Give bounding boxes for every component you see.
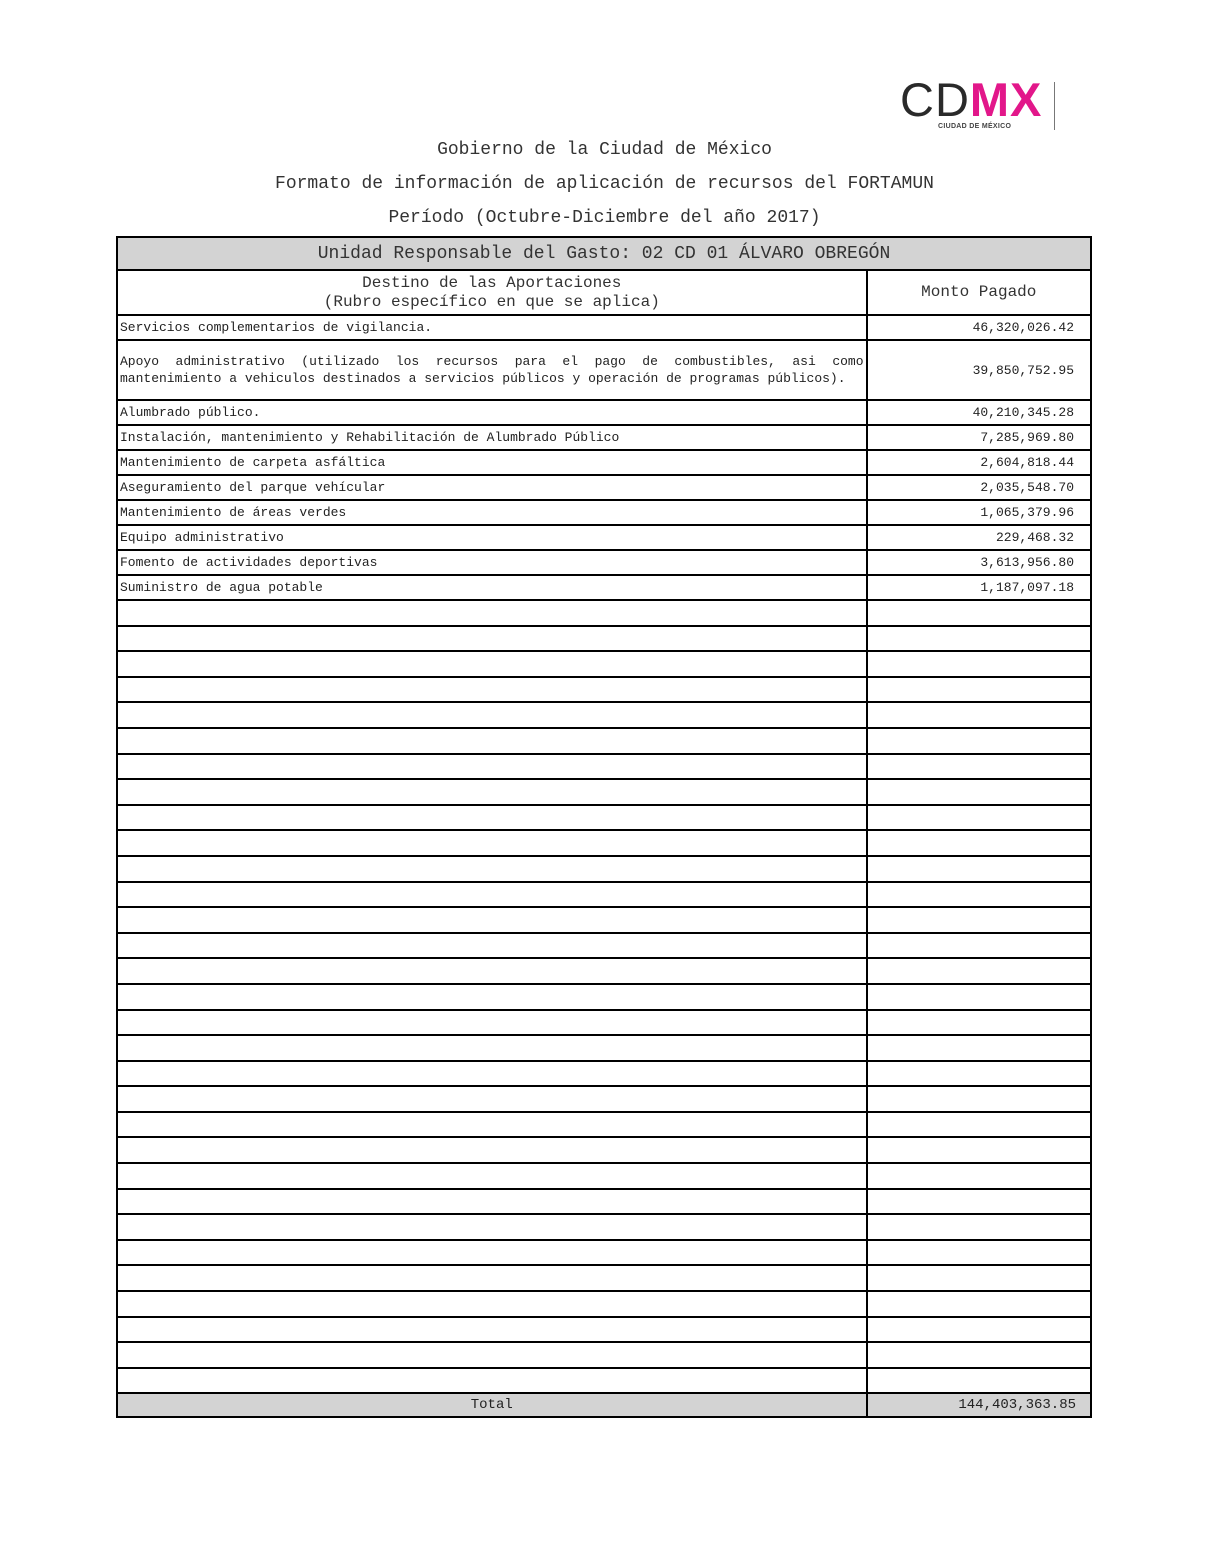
empty-row [117,728,1091,754]
row-amount: 46,320,026.42 [867,315,1091,340]
table-row [117,340,1091,400]
row-destination: Equipo administrativo [117,525,867,550]
row-amount: 3,613,956.80 [867,550,1091,575]
empty-row [117,626,1091,652]
empty-cell [117,1086,867,1112]
empty-cell [867,958,1091,984]
empty-row [117,779,1091,805]
logo-subtitle: CIUDAD DE MÉXICO [938,123,1012,130]
empty-row [117,651,1091,677]
empty-cell [117,626,867,652]
empty-row [117,856,1091,882]
empty-cell [117,1112,867,1138]
empty-cell [867,1061,1091,1087]
table-row [117,475,1091,500]
empty-row [117,702,1091,728]
empty-row [117,984,1091,1010]
empty-cell [117,702,867,728]
empty-cell [117,1061,867,1087]
table-row [117,400,1091,425]
row-destination: Fomento de actividades deportivas [117,550,867,575]
empty-cell [117,805,867,831]
empty-cell [117,882,867,908]
row-destination: Mantenimiento de áreas verdes [117,500,867,525]
row-amount: 2,035,548.70 [867,475,1091,500]
empty-row [117,754,1091,780]
empty-cell [867,1010,1091,1036]
empty-cell [867,1291,1091,1317]
row-amount: 1,065,379.96 [867,500,1091,525]
empty-cell [117,1265,867,1291]
empty-cell [867,984,1091,1010]
row-amount: 40,210,345.28 [867,400,1091,425]
destination-header [117,270,867,315]
empty-cell [867,1342,1091,1368]
empty-row [117,1035,1091,1061]
empty-cell [117,830,867,856]
empty-cell [867,805,1091,831]
empty-cell [867,1163,1091,1189]
cdmx-logo [900,73,1060,134]
row-amount: 2,604,818.44 [867,450,1091,475]
empty-cell [117,1240,867,1266]
table-row [117,315,1091,340]
empty-row [117,933,1091,959]
empty-cell [867,1137,1091,1163]
government-title: Gobierno de la Ciudad de México [437,140,772,160]
total-amount: 144,403,363.85 [867,1393,1091,1417]
empty-row [117,1163,1091,1189]
row-destination: Instalación, mantenimiento y Rehabilitación de Alumbrado Público [117,425,867,450]
empty-row [117,1317,1091,1343]
empty-cell [867,1317,1091,1343]
empty-cell [117,600,867,626]
empty-cell [117,754,867,780]
empty-row [117,830,1091,856]
table-row [117,450,1091,475]
empty-cell [117,984,867,1010]
empty-row [117,1368,1091,1394]
empty-cell [117,1342,867,1368]
empty-cell [867,830,1091,856]
unit-row [117,237,1091,270]
empty-cell [117,1189,867,1215]
row-destination: Apoyo administrativo (utilizado los recursos para el pago de combustibles, asi como mantenimiento a vehiculos destinados a servicios públicos y operación de programas públicos). [117,340,867,400]
empty-row [117,882,1091,908]
amount-header: Monto Pagado [867,270,1091,315]
empty-row [117,907,1091,933]
row-amount: 1,187,097.18 [867,575,1091,600]
empty-row [117,677,1091,703]
empty-cell [867,754,1091,780]
row-amount: 7,285,969.80 [867,425,1091,450]
empty-cell [867,1035,1091,1061]
destination-header-line1: Destino de las Aportaciones [362,273,622,292]
empty-row [117,1112,1091,1138]
empty-cell [867,1265,1091,1291]
empty-cell [117,677,867,703]
empty-cell [117,1163,867,1189]
period-title: Período (Octubre-Diciembre del año 2017) [388,208,821,228]
empty-cell [117,1035,867,1061]
row-destination: Servicios complementarios de vigilancia. [117,315,867,340]
empty-cell [867,728,1091,754]
unit-responsible: Unidad Responsable del Gasto: 02 CD 01 ÁLVARO OBREGÓN [117,237,1091,270]
empty-cell [117,779,867,805]
destination-header-line2: (Rubro específico en que se aplica) [323,292,660,311]
empty-cell [867,651,1091,677]
logo-wordmark [900,74,1042,126]
empty-cell [867,933,1091,959]
empty-cell [867,1214,1091,1240]
empty-cell [867,907,1091,933]
empty-cell [867,779,1091,805]
header-row [117,270,1091,315]
empty-cell [867,600,1091,626]
empty-cell [117,1214,867,1240]
empty-cell [117,1368,867,1394]
empty-row [117,1010,1091,1036]
format-title: Formato de información de aplicación de recursos del FORTAMUN [275,174,934,194]
logo-divider [1054,82,1055,130]
total-row [117,1393,1091,1417]
empty-cell [867,1240,1091,1266]
row-destination: Mantenimiento de carpeta asfáltica [117,450,867,475]
empty-row [117,1265,1091,1291]
logo-mx: MX [969,73,1043,126]
empty-cell [867,1189,1091,1215]
empty-row [117,1240,1091,1266]
table-row [117,500,1091,525]
row-destination: Alumbrado público. [117,400,867,425]
empty-cell [867,882,1091,908]
empty-cell [117,933,867,959]
empty-row [117,958,1091,984]
table-row [117,425,1091,450]
empty-row [117,805,1091,831]
empty-row [117,1086,1091,1112]
fortamun-table [116,236,1092,1418]
empty-row [117,1189,1091,1215]
row-amount: 229,468.32 [867,525,1091,550]
empty-cell [117,1317,867,1343]
table-row [117,550,1091,575]
table-row [117,525,1091,550]
empty-cell [117,856,867,882]
empty-row [117,1342,1091,1368]
empty-cell [867,702,1091,728]
logo-cd: CD [900,73,970,126]
empty-cell [117,958,867,984]
empty-row [117,600,1091,626]
empty-cell [117,728,867,754]
row-destination: Suministro de agua potable [117,575,867,600]
empty-row [117,1137,1091,1163]
empty-row [117,1061,1091,1087]
empty-cell [867,626,1091,652]
empty-cell [867,1112,1091,1138]
empty-cell [867,677,1091,703]
empty-cell [867,856,1091,882]
empty-cell [867,1368,1091,1394]
empty-row [117,1291,1091,1317]
empty-cell [117,1010,867,1036]
table-row [117,575,1091,600]
empty-cell [117,907,867,933]
row-amount: 39,850,752.95 [867,340,1091,400]
total-label: Total [117,1393,867,1417]
empty-cell [117,1137,867,1163]
empty-row [117,1214,1091,1240]
empty-cell [117,651,867,677]
empty-cell [117,1291,867,1317]
row-destination: Aseguramiento del parque vehícular [117,475,867,500]
empty-cell [867,1086,1091,1112]
